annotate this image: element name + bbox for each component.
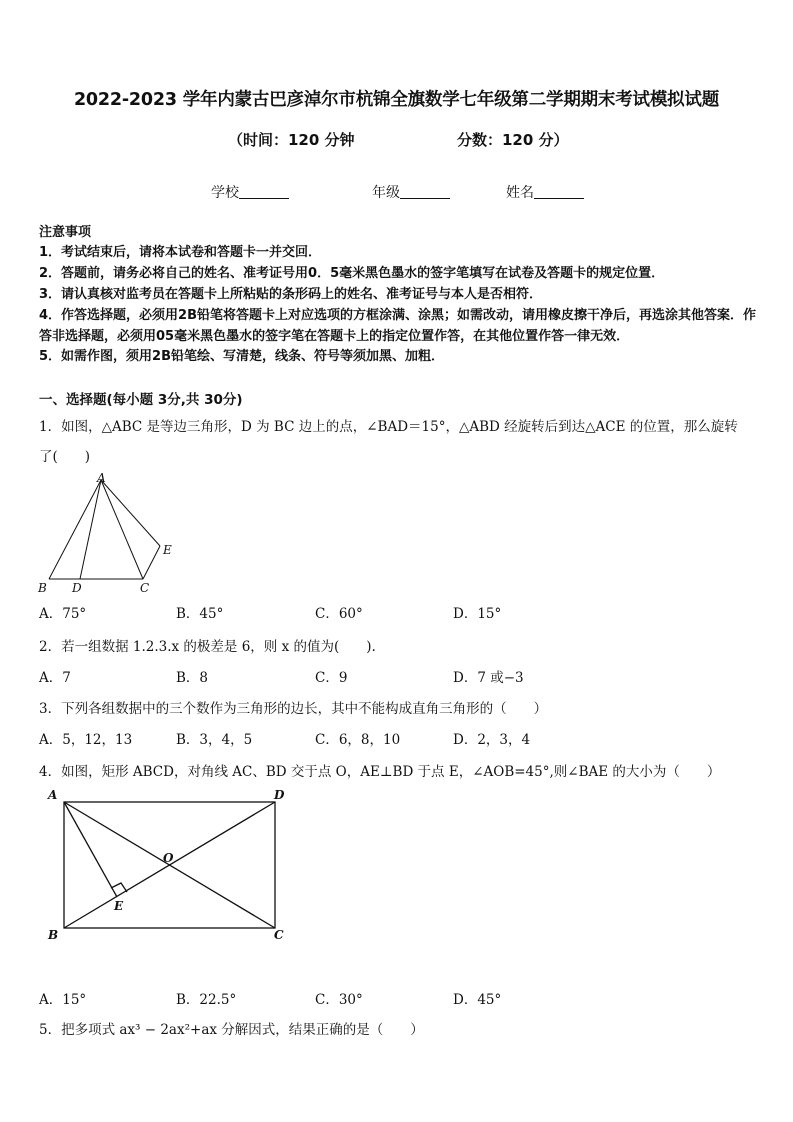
q1-text: 1．如图，△ABC 是等边三角形，D 为 BC 边上的点，∠BAD＝15°，△ABD 经旋转后到达△ACE 的位置，那么旋转: [39, 419, 738, 435]
q1-label-e: E: [163, 543, 172, 557]
q4-option-b: B．22.5°: [176, 992, 237, 1008]
notice-item-1: 1．考试结束后，请将本试卷和答题卡一并交回．: [39, 245, 322, 260]
q1-option-d: D．15°: [453, 606, 502, 622]
q4-option-a: A．15°: [39, 992, 87, 1008]
notice-item-4: 4．作答选择题，必须用2B铅笔将答题卡上对应选项的方框涂满、涂黑；如需改动，请用橡皮擦干净后，再选涂其他答案．作答非选择题，必须用05毫米黑色墨水的签字笔在答题卡上的指定位置作答，在其他位置作答一律无效．: [39, 308, 757, 344]
notice-item-2: 2．答题前，请务必将自己的姓名、准考证号用0．5毫米黑色墨水的签字笔填写在试卷及答题卡的规定位置．: [39, 266, 665, 281]
q3-option-d: D．2，3，4: [453, 732, 531, 748]
notice-item-3: 3．请认真核对监考员在答题卡上所粘贴的条形码上的姓名、准考证号与本人是否相符．: [39, 287, 543, 302]
q1-label-a: A: [97, 471, 106, 485]
q4-rectangle-figure: [40, 782, 300, 947]
q4-text: 4．如图，矩形 ABCD，对角线 AC、BD 交于点 O，AE⊥BD 于点 E，∠AOB=45°,则∠BAE 的大小为（ ）: [39, 764, 721, 780]
q2-option-c: C．9: [315, 670, 348, 686]
q1-label-b: B: [38, 581, 47, 595]
section-title: 一、选择题(每小题 3分,共 30分): [39, 392, 243, 408]
q1-option-b: B．45°: [176, 606, 224, 622]
exam-title: 2022-2023 学年内蒙古巴彦淖尔市杭锦全旗数学七年级第二学期期末考试模拟试题: [73, 90, 720, 110]
q1-option-a: A．75°: [39, 606, 87, 622]
notice-heading: 注意事项: [39, 225, 92, 240]
q4-label-a: A: [48, 788, 58, 802]
grade-blank: [400, 184, 450, 199]
q3-option-b: B．3，4，5: [176, 732, 253, 748]
q5-text: 5．把多项式 ax³ − 2ax²+ax 分解因式，结果正确的是（ ）: [39, 1022, 424, 1038]
school-field: 学校: [211, 182, 289, 202]
q3-option-c: C．6，8，10: [315, 732, 401, 748]
school-blank: [239, 184, 289, 199]
notice-item-5: 5．如需作图，须用2B铅笔绘、写清楚，线条、符号等须加黑、加粗．: [39, 349, 444, 364]
exam-time: （时间：120 分钟: [228, 131, 355, 149]
name-field: 姓名: [506, 182, 584, 202]
q1-option-c: C．60°: [315, 606, 363, 622]
q1-label-d: D: [72, 581, 82, 595]
q3-text: 3．下列各组数据中的三个数作为三角形的边长，其中不能构成直角三角形的（ ）: [39, 701, 548, 717]
q1-label-c: C: [140, 581, 150, 595]
q2-text: 2．若一组数据 1.2.3.x 的极差是 6，则 x 的值为( ).: [39, 639, 376, 655]
q4-label-e: E: [114, 899, 124, 913]
grade-field: 年级: [372, 182, 450, 202]
q4-option-d: D．45°: [453, 992, 502, 1008]
q1-triangle-figure: [34, 470, 184, 598]
q4-option-c: C．30°: [315, 992, 363, 1008]
q1-text-cont: 了( ): [39, 449, 91, 465]
q4-label-b: B: [48, 928, 59, 942]
q4-label-o: O: [163, 851, 174, 865]
q2-option-b: B．8: [176, 670, 209, 686]
q4-label-c: C: [274, 928, 284, 942]
q2-option-d: D．7 或−3: [453, 670, 524, 686]
exam-score: 分数：120 分）: [457, 131, 569, 149]
q3-option-a: A．5，12，13: [39, 732, 133, 748]
name-blank: [534, 184, 584, 199]
q2-option-a: A．7: [39, 670, 71, 686]
q4-label-d: D: [274, 788, 285, 802]
